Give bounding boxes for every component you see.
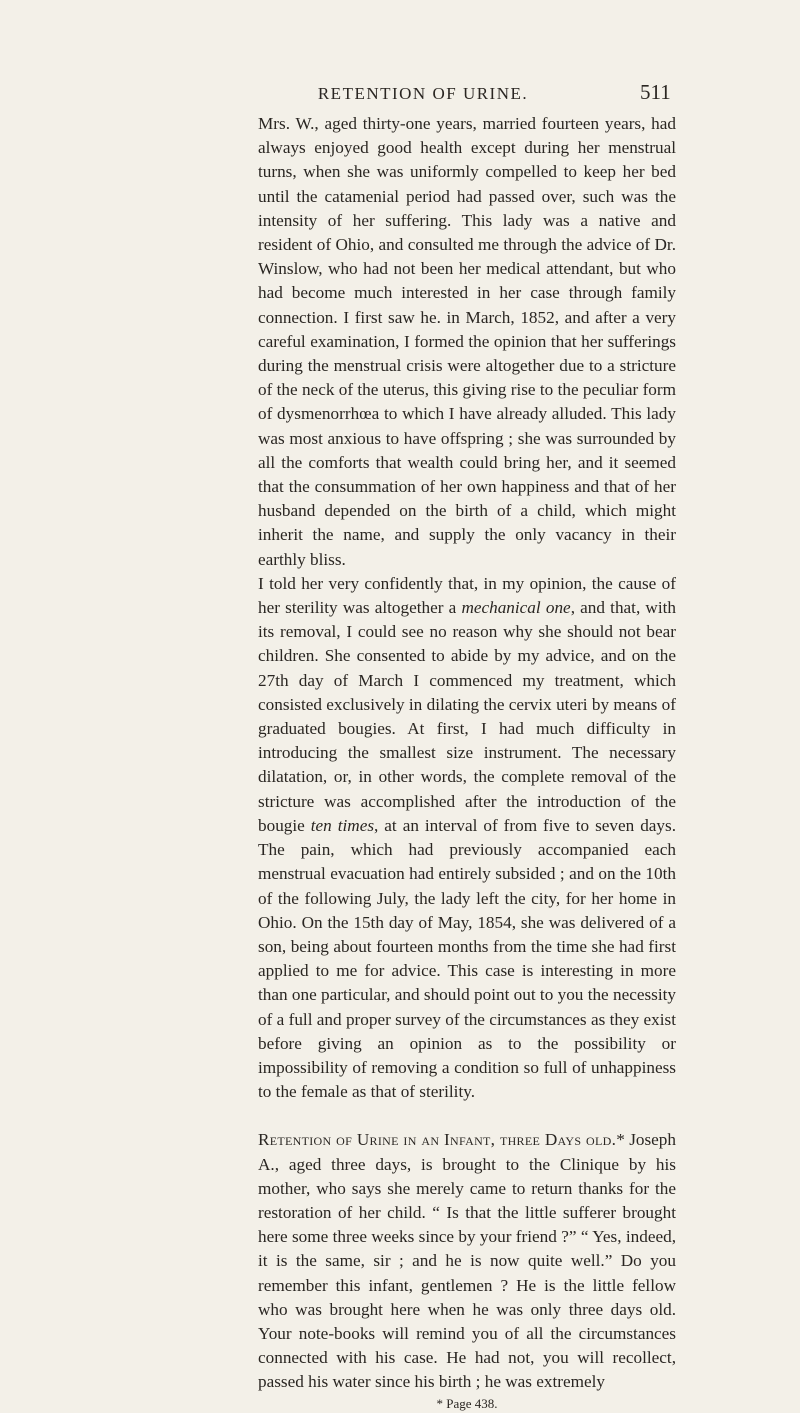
body-text [258,112,676,1413]
paragraph-treatment-part-3: , at an interval of from five to seven days. The pain, which had previously accompanied each menstrual evacuation had entirely subsided ; and on the 10th of the following July, the lady left the city, for her home in Ohio. On the 15th day of May, 1854, she was delivered of a son, being about fourteen months from the time she had first applied to me for advice. This case is interesting in more than one particular, and should point out to you the necessity of a full and proper survey of the circumstances as they exist before giving an opinion as to the possibility or impossibility of removing a condition so full of unhappiness to the female as that of sterility. [258,815,677,1102]
emphasis-mechanical-one: mechanical one [461,598,571,618]
running-title: RETENTION OF URINE. [317,84,529,103]
emphasis-ten-times: ten times [310,815,375,835]
paragraph-treatment-part-1: I told her very confidently that, in my opinion, the cause of her sterility was altogether a [258,573,676,618]
footnote-marker: * [616,1130,625,1150]
footnote: * Page 438. [436,1395,498,1411]
section-heading: Retention of Urine in an Infant, three Days old. [258,1130,617,1150]
page-number: 511 [640,80,671,104]
paragraph-infant-case [258,1128,676,1394]
paragraph-infant-case-text: Joseph A., aged three days, is brought to the Clinique by his mother, who says she merely came to return thanks for the restoration of her child. “ Is that the little sufferer brought here some three weeks since by your friend ?” “ Yes, indeed, it is the same, sir ; and he is now quite well.” Do you remember this infant, gentlemen ? He is the little fellow who was brought here when he was only three days old. Your note-books will remind you of all the circumstances connected with his case. He had not, you will recollect, passed his water since his birth ; he was extremely [258,1130,676,1392]
paragraph-treatment [258,572,676,1104]
paragraph-case-mrs-w: Mrs. W., aged thirty-one years, married fourteen years, had always enjoyed good health except during her menstrual turns, when she was uniformly compelled to keep her bed until the catamenial period had passed over, such was the intensity of her suffering. This lady was a native and resident of Ohio, and consulted me through the advice of Dr. Winslow, who had not been her medical attendant, but who had become much interested in her case through family connection. I first saw he. in March, 1852, and after a very careful examination, I formed the opinion that her sufferings during the menstrual crisis were altogether due to a stricture of the neck of the uterus, this giving rise to the peculiar form of dysmenorrhœa to which I have already alluded. This lady was most anxious to have offspring ; she was surrounded by all the comforts that wealth could bring her, and it seemed that the consummation of her own happiness and that of her husband depended on the birth of a child, which might inherit the name, and supply the only vacancy in their earthly bliss. [258,114,676,569]
paragraph-treatment-part-2: , and that, with its removal, I could see no reason why she should not bear children. She consented to abide by my advice, and on the 27th day of March I commenced my treatment, which consisted exclusively in dilating the cervix uteri by means of graduated bougies. At first, I had much difficulty in introducing the smallest size instrument. The necessary dilatation, or, in other words, the complete removal of the stricture was accomplished after the introduction of the bougie [258,598,676,835]
section-gap [258,1104,676,1128]
